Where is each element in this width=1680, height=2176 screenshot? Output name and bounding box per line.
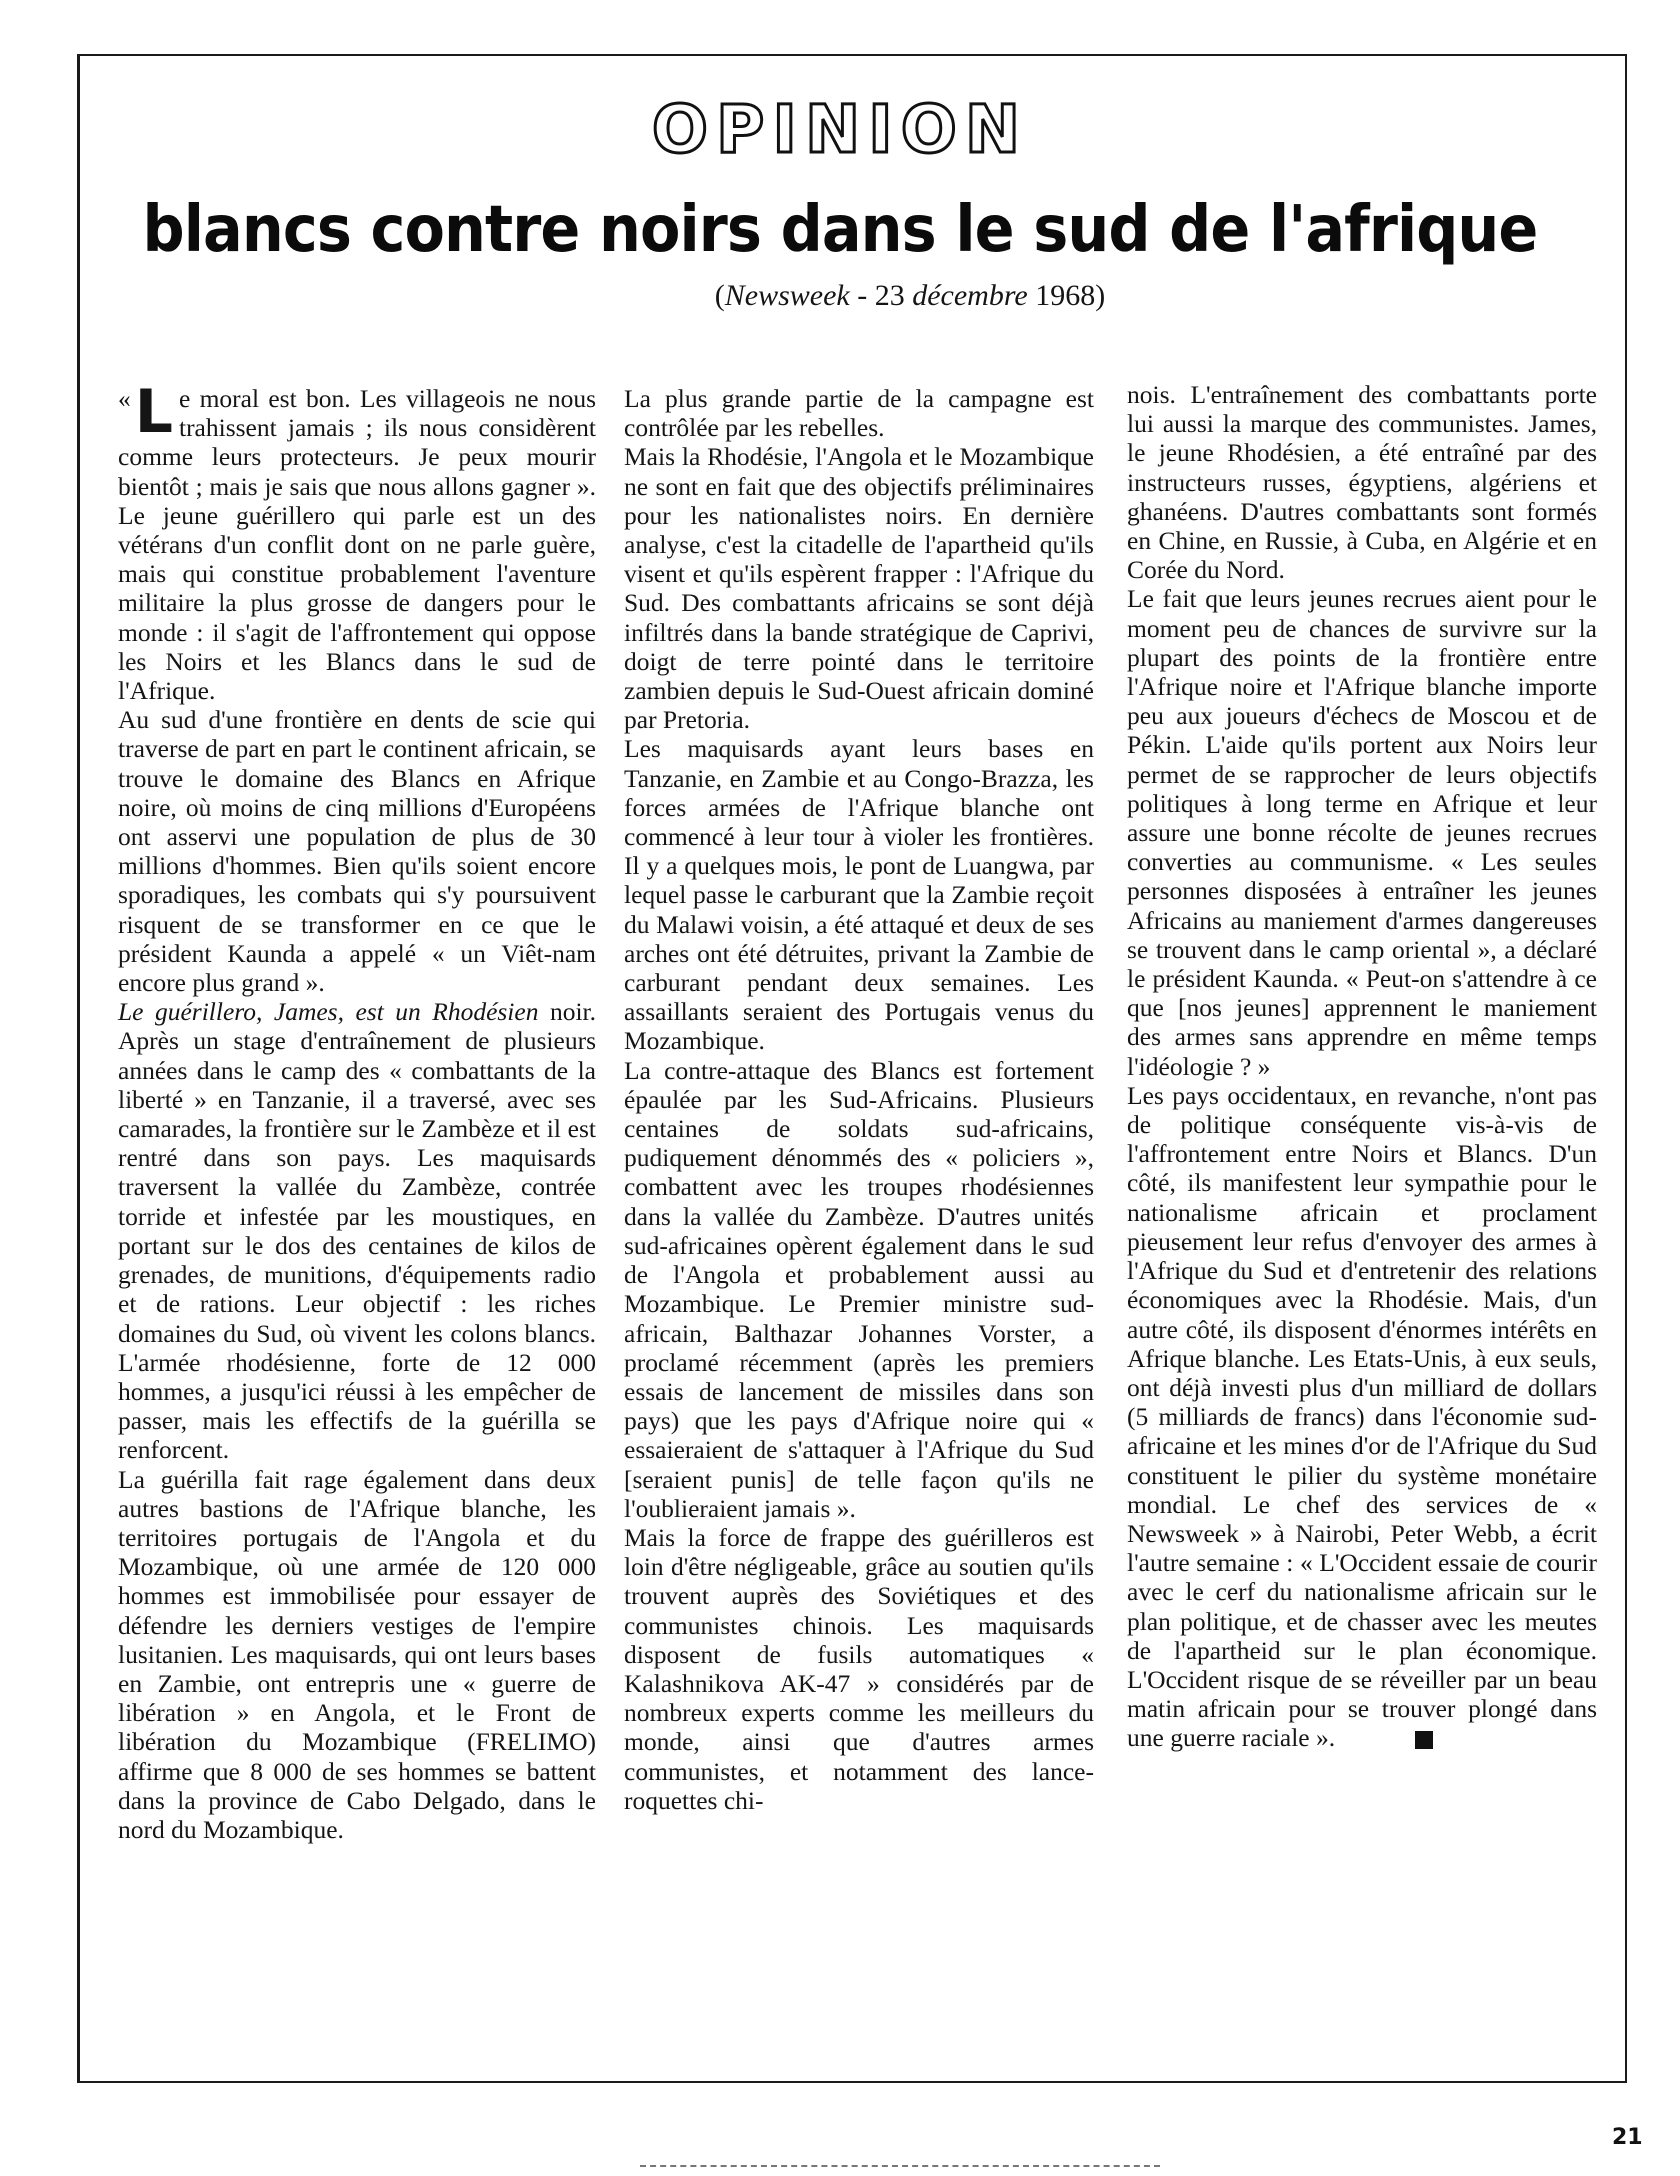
paragraph-text: e moral est bon. Les villageois ne nous trahissent jamais ; ils nous considèrent comme leurs protecteurs. Je peux mourir bientôt ; mais je sais que nous allons gagner ». Le jeune guérillero qui parle est un des vétérans d'un conflit dont on ne parle guère, mais qui constitue probablement l'aventure militaire la plus grosse de dangers pour le monde : il s'agit de l'affrontement qui oppose les Noirs et les Blancs dans le sud de l'Afrique. [118, 384, 596, 706]
paragraph: nois. L'entraînement des combattants porte lui aussi la marque des communistes. James, le jeune Rhodésien, a été entraîné par des instructeurs russes, égyptiens, algériens et ghanéens. D'autres combattants sont formés en Chine, en Russie, à Cuba, en Algérie et en Corée du Nord. [1127, 380, 1597, 585]
end-mark-icon [1415, 1731, 1433, 1749]
column-3 [1127, 380, 1597, 1753]
paragraph: Le fait que leurs jeunes recrues aient pour le moment peu de chances de survivre sur la plupart des points de la frontière entre l'Afrique noire et l'Afrique blanche importe peu aux joueurs d'échecs de Moscou et de Pékin. L'aide qu'ils portent aux Noirs leur permet de se rapprocher de leurs objectifs politiques à long terme en Afrique et leur assure une bonne récolte de jeunes recrues converties au communisme. « Les seules personnes disposées à entraîner les jeunes Africains au maniement d'armes dangereuses se trouvent dans le camp oriental », a déclaré le président Kaunda. « Peut-on s'attendre à ce que [nos jeunes] apprennent le maniement des armes sans apprendre en même temps l'idéologie ? » [1127, 584, 1597, 1081]
paragraph: La guérilla fait rage également dans deux autres bastions de l'Afrique blanche, les territoires portugais de l'Angola et du Mozambique, où une armée de 120 000 hommes est immobilisée pour essayer de défendre les derniers vestiges de l'empire lusitanien. Les maquisards, qui ont leurs bases en Zambie, ont entrepris une « guerre de libération » en Angola, et le Front de libération du Mozambique (FRELIMO) affirme que 8 000 de ses hommes se battent dans la province de Cabo Delgado, dans le nord du Mozambique. [118, 1464, 596, 1844]
source-magazine: Newsweek [724, 279, 850, 312]
paragraph: Les maquisards ayant leurs bases en Tanzanie, en Zambie et au Congo-Brazza, les forces armées de l'Afrique blanche ont commencé à leur tour à violer les frontières. Il y a quelques mois, le pont de Luangwa, par lequel passe le carburant que la Zambie reçoit du Malawi voisin, a été attaqué et deux de ses arches ont été détruites, privant la Zambie de carburant pendant deux semaines. Les assaillants seraient des Portugais venus du Mozambique. [624, 734, 1094, 1056]
paragraph [1127, 1081, 1597, 1753]
paragraph-text: noir. Après un stage d'entraînement de plusieurs années dans le camp des « combattants de la liberté » en Tanzanie, il a traversé, avec ses camarades, la frontière sur le Zambèze et il est rentré dans son pays. Les maquisards traversent la vallée du Zambèze, contrée torride et infestée par les moustiques, en portant sur le dos des centaines de kilos de grenades, de munitions, d'équipements radio et de rations. Leur objectif : les riches domaines du Sud, où vivent les colons blancs. L'armée rhodésienne, forte de 12 000 hommes, a jusqu'ici réussi à les empêcher de passer, mais les effectifs de la guérilla se renforcent. [118, 997, 596, 1465]
paragraph: La contre-attaque des Blancs est fortement épaulée par les Sud-Africains. Plusieurs centaines de soldats sud-africains, pudiquement dénommés des « policiers », combattent avec les troupes rhodésiennes dans la vallée du Zambèze. D'autres unités sud-africaines opèrent également dans le sud de l'Angola et probablement aussi au Mozambique. Le Premier ministre sud-africain, Balthazar Johannes Vorster, a proclamé récemment (après les premiers essais de lancement de missiles dans son pays) que les pays d'Afrique noire qui « essaieraient de s'attaquer à l'Afrique du Sud [seraient punis] de telle façon qu'ils ne l'oublieraient jamais ». [624, 1055, 1094, 1523]
source-month: décembre [912, 279, 1028, 312]
paragraph: Mais la force de frappe des guérilleros est loin d'être négligeable, grâce au soutien qu'ils trouvent auprès des Soviétiques et des communistes chinois. Les maquisards disposent de fusils automatiques « Kalashnikova AK-47 » considérés par de nombreux experts comme les meilleurs du monde, ainsi que d'autres armes communistes, et notamment des lance-roquettes chi- [624, 1522, 1094, 1815]
source-sep: - 23 [849, 279, 913, 312]
bottom-divider [640, 2165, 1160, 2167]
column-2 [624, 384, 1094, 1815]
page-number: 21 [1612, 2125, 1643, 2150]
paragraph-italic: Le guérillero, James, est un Rhodésien [118, 997, 539, 1027]
drop-cap: L [134, 377, 173, 447]
article-source [0, 276, 1680, 316]
paragraph [118, 997, 596, 1464]
article-headline: blancs contre noirs dans le sud de l'afrique [142, 193, 1538, 267]
paragraph: Au sud d'une frontière en dents de scie qui traverse de part en part le continent africain, se trouve le domaine des Blancs en Afrique noire, où moins de cinq millions d'Européens ont asservi une population de plus de 30 millions d'hommes. Bien qu'ils soient encore sporadiques, les combats qui s'y poursuivent risquent de se transformer en ce que le président Kaunda a appelé « un Viêt-nam encore plus grand ». [118, 705, 596, 998]
paragraph: Mais la Rhodésie, l'Angola et le Mozambique ne sont en fait que des objectifs préliminaires pour les nationalistes noirs. En dernière analyse, c'est la citadelle de l'apartheid qu'ils visent et qu'ils espèrent frapper : l'Afrique du Sud. Des combattants africains se sont déjà infiltrés dans la bande stratégique de Caprivi, doigt de terre pointé dans le territoire zambien depuis le Sud-Ouest africain dominé par Pretoria. [624, 442, 1094, 735]
source-open: ( [714, 279, 725, 312]
column-1 [118, 377, 596, 1844]
paragraph: La plus grande partie de la campagne est contrôlée par les rebelles. [624, 384, 1094, 443]
paragraph [118, 377, 596, 706]
open-quote: « [118, 384, 131, 413]
section-masthead: OPINION [651, 91, 1029, 168]
source-year: 1968) [1027, 279, 1106, 312]
paragraph-text: Les pays occidentaux, en revanche, n'ont pas de politique conséquente vis-à-vis de l'affrontement entre Noirs et Blancs. D'un côté, ils manifestent leur sympathie pour le nationalisme africain et proclament pieusement leur refus d'envoyer des armes à l'Afrique du Sud et d'entretenir des relations économiques avec la Rhodésie. Mais, d'un autre côté, ils disposent d'énormes intérêts en Afrique blanche. Les Etats-Unis, à eux seuls, ont déjà investi plus d'un milliard de dollars (5 milliards de francs) dans l'économie sud-africaine et les mines d'or de l'Afrique du Sud constituent le pilier du système monétaire mondial. Le chef des services de « Newsweek » à Nairobi, Peter Webb, a écrit l'autre semaine : « L'Occident essaie de courir avec le cerf du nationalisme africain sur le plan politique, et de chasser avec les meutes de l'apartheid sur le plan économique. L'Occident risque de se réveiller par un beau matin africain pour se trouver plongé dans une guerre raciale ». [1127, 1080, 1597, 1753]
